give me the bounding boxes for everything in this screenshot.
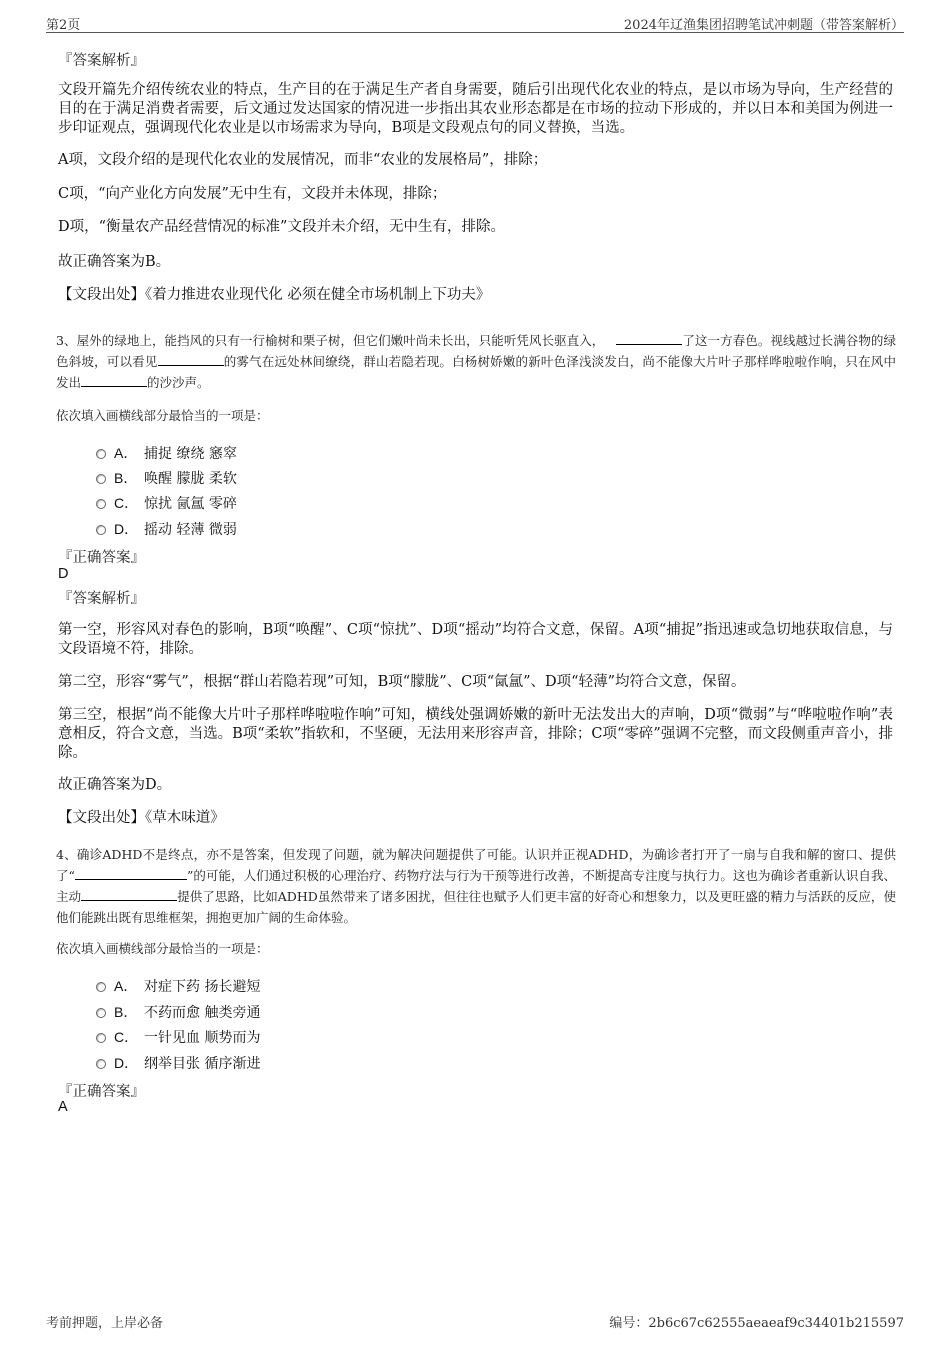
- option-letter: C．: [114, 495, 139, 511]
- question-stem: [56, 844, 896, 928]
- radio-icon[interactable]: [96, 1033, 106, 1043]
- radio-icon[interactable]: [96, 449, 106, 459]
- analysis-paragraph: 第三空，根据“尚不能像大片叶子那样哗啦啦作响”可知，横线处强调娇嫩的新叶无法发出大的声响，D项“微弱”与“哗啦啦作响”表意相反，符合文意，当选。B项“柔软”指软和，不坚硬，无法用来形容声音，排除；C项“零碎”强调不完整，而文段侧重声音小，排除。: [58, 707, 893, 761]
- option-text: 纲举目张 循序渐进: [144, 1056, 261, 1072]
- document-title: 2024年辽渔集团招聘笔试冲刺题（带答案解析）: [623, 18, 904, 33]
- option-letter: A．: [114, 978, 138, 994]
- option-text: 唤醒 朦胧 柔软: [144, 471, 237, 487]
- page-header: [46, 12, 904, 33]
- stem-text: 的沙沙声。: [147, 375, 210, 390]
- analysis-paragraph: 第一空，形容风对春色的影响，B项“唤醒”、C项“惊扰”、D项“摇动”均符合文意，保留。A项“捕捉”指迅速或急切地获取信息，与文段语境不符，排除。: [58, 622, 893, 657]
- radio-icon[interactable]: [96, 982, 106, 992]
- option-b[interactable]: [96, 468, 237, 488]
- correct-answer: D: [58, 566, 69, 582]
- fill-blank: [81, 372, 147, 387]
- option-letter: B．: [114, 1004, 138, 1020]
- option-text: 一针见血 顺势而为: [144, 1030, 261, 1046]
- stem-text: 的雾气在远处林间缭绕，群山若隐若现。白杨树娇嫩的新叶色泽浅淡发白，尚不能像大片叶子那样哗啦啦作响，只在风中发出: [56, 354, 896, 390]
- fill-blank: [75, 865, 187, 880]
- option-a[interactable]: [96, 443, 237, 463]
- option-text: 不药而愈 触类旁通: [144, 1005, 261, 1021]
- stem-text: 3、屋外的绿地上，能挡风的只有一行榆树和栗子树，但它们嫩叶尚未长出，只能听凭风长驱直入，: [56, 333, 605, 348]
- option-a[interactable]: [96, 976, 260, 996]
- question-stem: [56, 330, 896, 393]
- stem-text: 了这一方春色。视线越过长满谷物的绿色斜坡，可以看见: [56, 333, 896, 369]
- conclusion: 故正确答案为B。: [58, 254, 171, 270]
- option-c[interactable]: [96, 493, 237, 513]
- option-text: 惊扰 氤氲 零碎: [144, 496, 237, 512]
- option-text: 对症下药 扬长避短: [144, 979, 261, 995]
- analysis-paragraph: C项，“向产业化方向发展”无中生有，文段并未体现，排除；: [58, 186, 447, 202]
- footer-slogan: 考前押题，上岸必备: [46, 1316, 164, 1331]
- correct-answer-label: 『正确答案』: [58, 1084, 145, 1100]
- option-d[interactable]: [96, 1053, 260, 1073]
- radio-icon[interactable]: [96, 1059, 106, 1069]
- analysis-paragraph: 第二空，形容“雾气”，根据“群山若隐若现”可知，B项“朦胧”、C项“氤氲”、D项“轻薄”均符合文意，保留。: [58, 674, 746, 690]
- radio-icon[interactable]: [96, 474, 106, 484]
- fill-blank: [616, 330, 682, 345]
- stem-text: ”的可能，人们通过积极的心理治疗、药物疗法与行为干预等进行改善，不断提高专注度与执行力。这也为确诊者重新认识自我、主动: [56, 868, 897, 904]
- analysis-paragraph: A项，文段介绍的是现代化农业的发展情况，而非“农业的发展格局”，排除；: [58, 152, 548, 168]
- analysis-label: 『答案解析』: [58, 53, 145, 69]
- source-citation: 【文段出处】《着力推进农业现代化 必须在健全市场机制上下功夫》: [58, 287, 491, 303]
- document-code: 编号：2b6c67c62555aeaeaf9c34401b215597: [609, 1316, 904, 1331]
- source-citation: 【文段出处】《草木味道》: [58, 810, 225, 826]
- analysis-paragraph: D项，“衡量农产品经营情况的标准”文段并未介绍，无中生有，排除。: [58, 219, 505, 235]
- question-prompt: 依次填入画横线部分最恰当的一项是：: [56, 408, 269, 423]
- fill-blank: [158, 351, 224, 366]
- radio-icon[interactable]: [96, 499, 106, 509]
- question-prompt: 依次填入画横线部分最恰当的一项是：: [56, 941, 269, 956]
- radio-icon[interactable]: [96, 525, 106, 535]
- radio-icon[interactable]: [96, 1008, 106, 1018]
- option-b[interactable]: [96, 1002, 260, 1022]
- option-d[interactable]: [96, 519, 237, 539]
- stem-text: 4、确诊ADHD不是终点，亦不是答案，但发现了问题，就为解决问题提供了可能。认识并正视ADHD，为确诊者打开了一扇与自我和解的窗口、提供了“: [56, 847, 896, 883]
- option-letter: A．: [114, 445, 138, 461]
- option-letter: D．: [114, 521, 139, 537]
- page-footer: [46, 1312, 904, 1331]
- page-number: 第2页: [46, 18, 81, 33]
- option-c[interactable]: [96, 1027, 260, 1047]
- option-letter: B．: [114, 470, 138, 486]
- option-letter: D．: [114, 1055, 139, 1071]
- correct-answer: A: [58, 1099, 68, 1115]
- analysis-label: 『答案解析』: [58, 591, 145, 607]
- stem-text: 提供了思路，比如ADHD虽然带来了诸多困扰，但往往也赋予人们更丰富的好奇心和想象力，以及更旺盛的精力与活跃的反应，使他们能跳出既有思维框架，拥抱更加广阔的生命体验。: [56, 889, 896, 925]
- option-letter: C．: [114, 1029, 139, 1045]
- correct-answer-label: 『正确答案』: [58, 550, 145, 566]
- option-text: 捕捉 缭绕 窸窣: [144, 446, 237, 462]
- option-text: 摇动 轻薄 微弱: [144, 522, 237, 538]
- conclusion: 故正确答案为D。: [58, 777, 172, 793]
- analysis-paragraph: 文段开篇先介绍传统农业的特点，生产目的在于满足生产者自身需要，随后引出现代化农业的特点，是以市场为导向，生产经营的目的在于满足消费者需要，后文通过发达国家的情况进一步指出其农业形态都是在市场的拉动下形成的，并以日本和美国为例进一步印证观点，强调现代化农业是以市场需求为导向，B项是文段观点句的同义替换，当选。: [58, 82, 893, 136]
- fill-blank: [81, 886, 177, 901]
